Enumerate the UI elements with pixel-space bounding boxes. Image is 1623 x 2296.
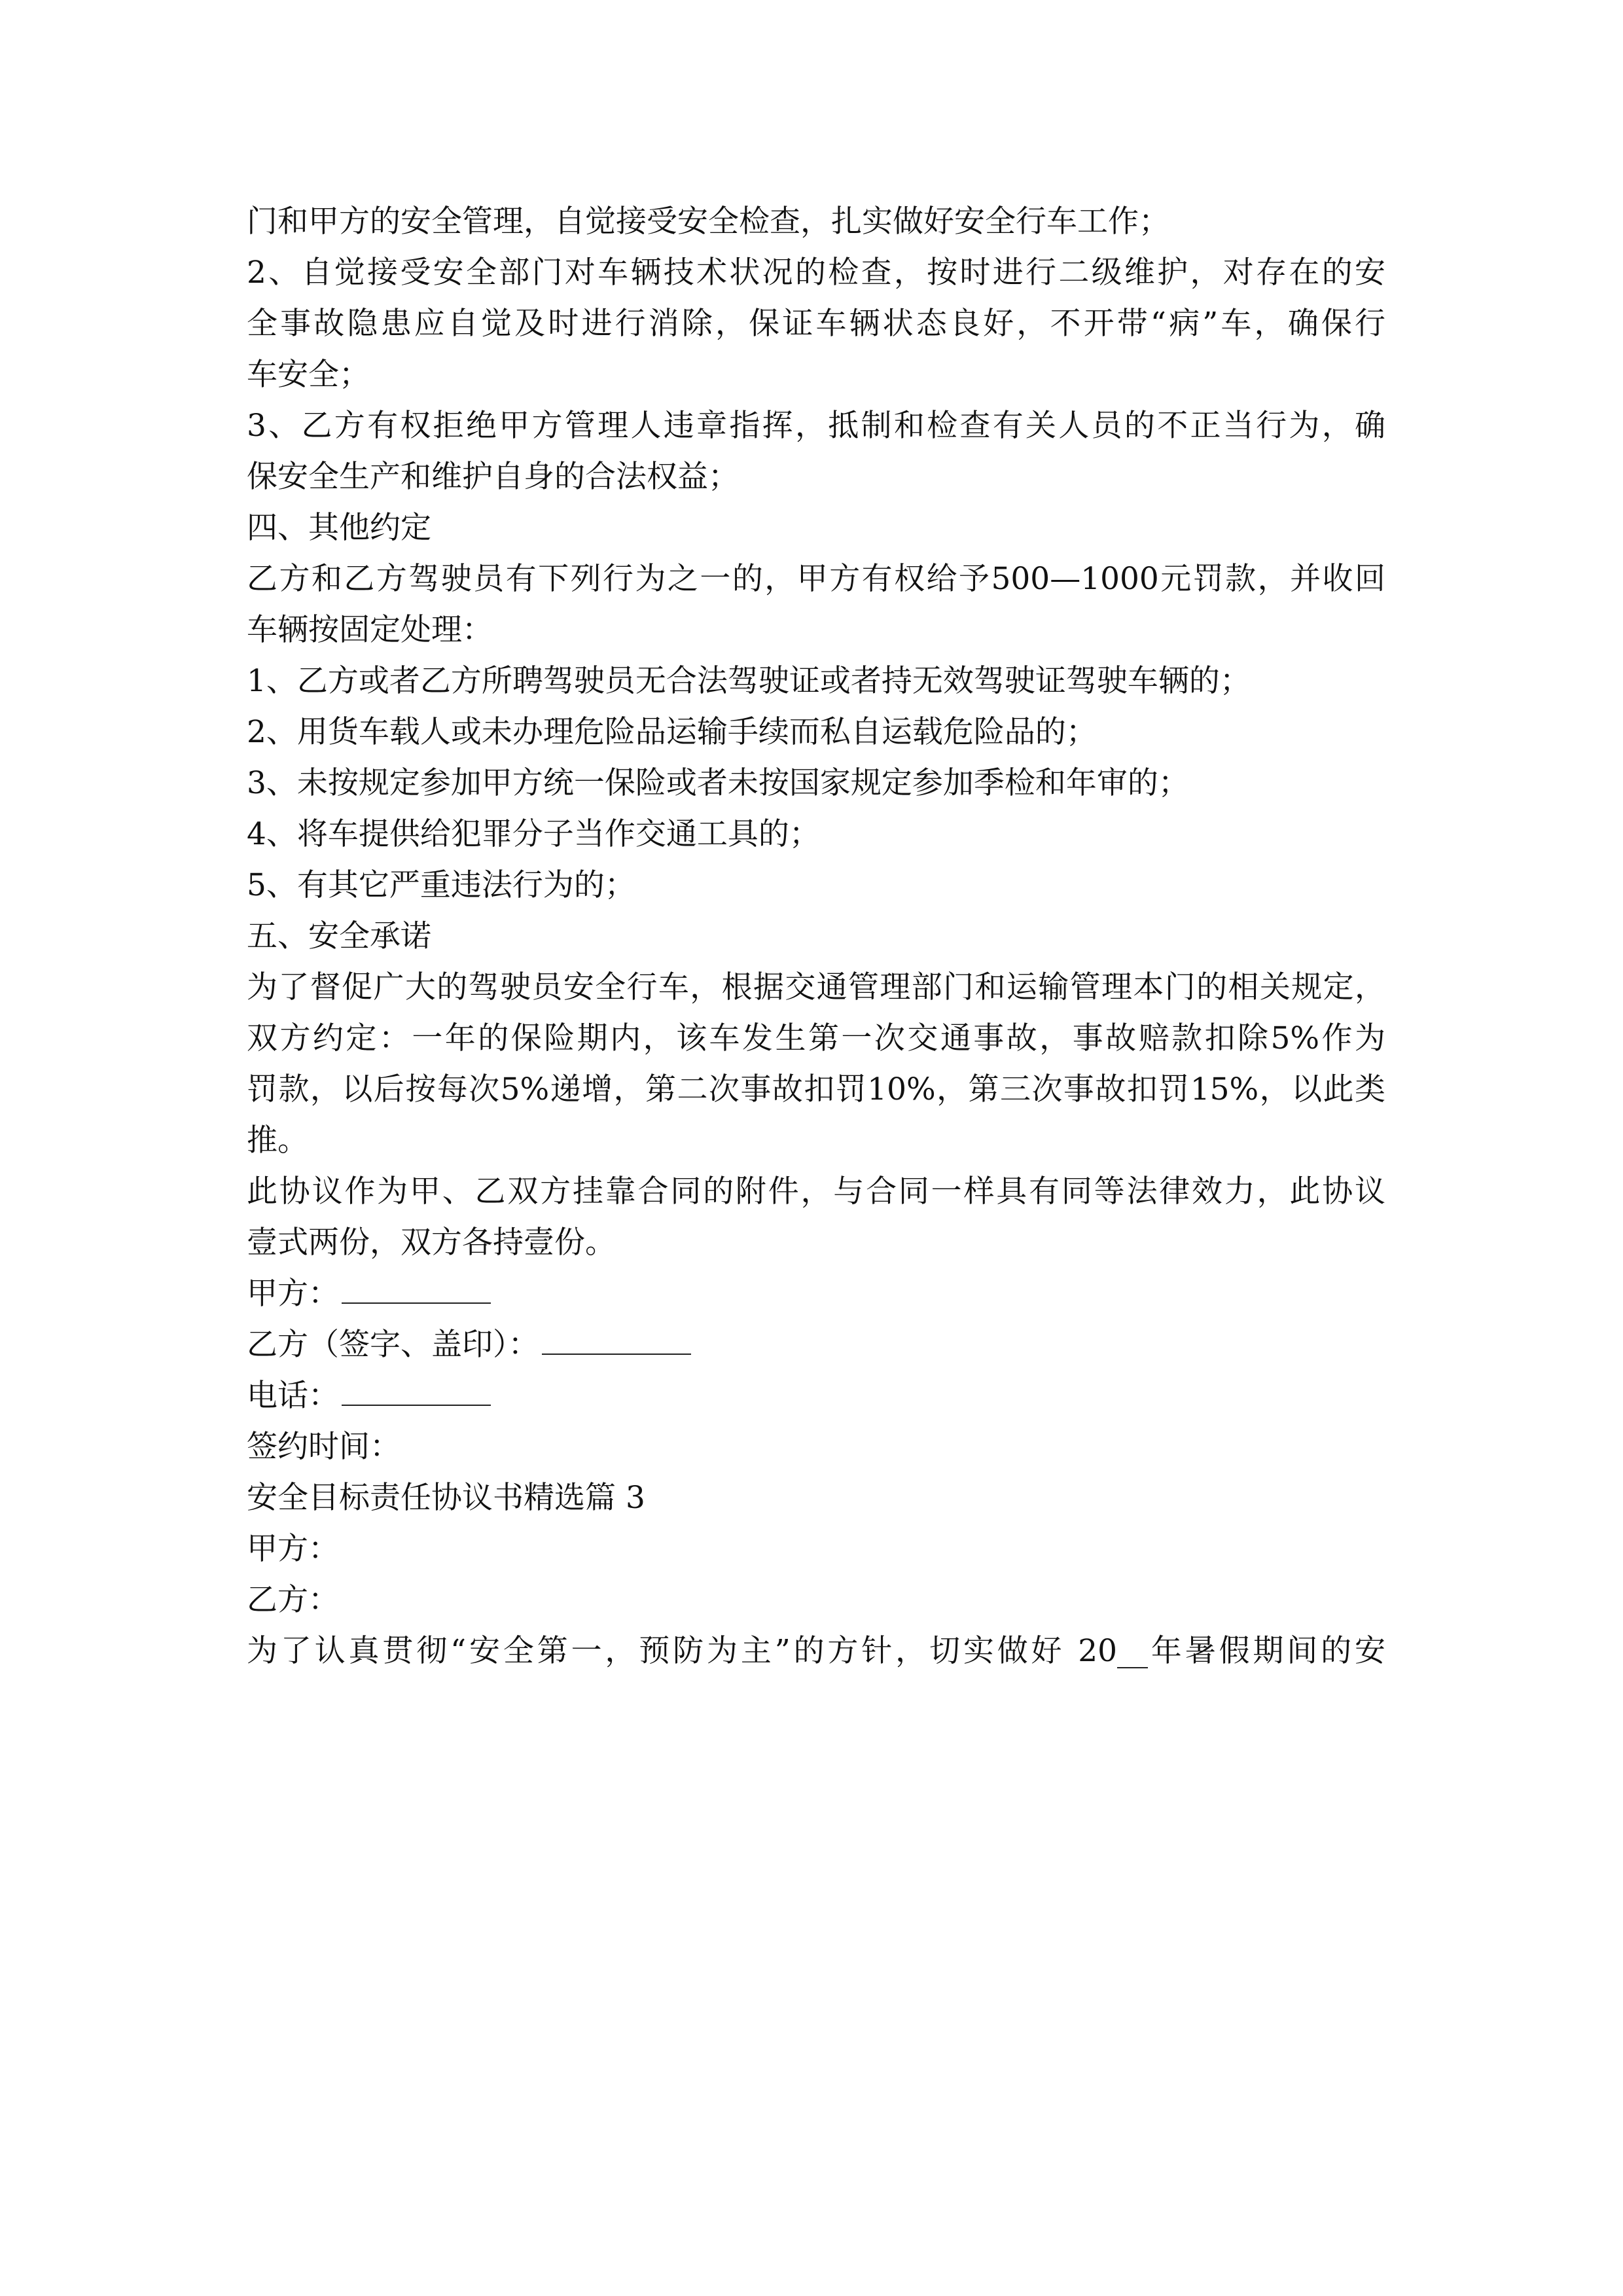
document-continuation xyxy=(247,1422,1385,1677)
paragraph-line: 全事故隐患应自觉及时进行消除，保证车辆状态良好，不开带“病”车，确保行 xyxy=(247,306,1385,342)
signature-field xyxy=(247,1319,1385,1371)
paragraph-line: 四、其他约定 xyxy=(247,510,431,546)
document-body xyxy=(247,196,1385,1268)
signature-field xyxy=(247,1371,1385,1422)
paragraph-line: 3、乙方有权拒绝甲方管理人违章指挥，抵制和检查有关人员的不正当行为，确 xyxy=(247,408,1385,444)
signature-field-label: 甲方： xyxy=(247,1276,339,1312)
paragraph-line: 5、有其它严重违法行为的； xyxy=(247,867,635,903)
paragraph-line: 双方约定：一年的保险期内，该车发生第一次交通事故，事故赔款扣除5%作为 xyxy=(247,1020,1385,1056)
paragraph-line: 2、自觉接受安全部门对车辆技术状况的检查，按时进行二级维护，对存在的安 xyxy=(247,255,1385,291)
signature-blank-line[interactable] xyxy=(342,1274,491,1304)
signature-field-label: 乙方（签字、盖印）： xyxy=(247,1327,539,1363)
signature-blank-line[interactable] xyxy=(342,1376,491,1406)
signature-field-label: 电话： xyxy=(247,1378,339,1414)
paragraph-line: 安全目标责任协议书精选篇 3 xyxy=(247,1480,645,1516)
paragraph-line: 车辆按固定处理： xyxy=(247,612,493,648)
paragraph-line: 保安全生产和维护自身的合法权益； xyxy=(247,459,739,495)
paragraph-line: 壹式两份，双方各持壹份。 xyxy=(247,1225,616,1261)
paragraph-line: 车安全； xyxy=(247,357,370,393)
paragraph-line: 签约时间： xyxy=(247,1429,401,1465)
paragraph-line: 推。 xyxy=(247,1122,308,1158)
paragraph-line: 甲方： xyxy=(247,1531,339,1567)
paragraph-line: 罚款，以后按每次5%递增，第二次事故扣罚10%，第三次事故扣罚15%，以此类 xyxy=(247,1071,1385,1107)
paragraph-line: 五、安全承诺 xyxy=(247,918,431,954)
paragraph-line: 为了督促广大的驾驶员安全行车，根据交通管理部门和运输管理本门的相关规定， xyxy=(247,969,1385,1005)
paragraph-line: 4、将车提供给犯罪分子当作交通工具的； xyxy=(247,816,820,852)
document-page xyxy=(247,196,1385,1677)
paragraph-line: 乙方： xyxy=(247,1582,339,1618)
paragraph-line: 乙方和乙方驾驶员有下列行为之一的，甲方有权给予500—1000元罚款，并收回 xyxy=(247,561,1385,597)
paragraph-line: 3、未按规定参加甲方统一保险或者未按国家规定参加季检和年审的； xyxy=(247,765,1189,801)
paragraph-line: 为了认真贯彻“安全第一，预防为主”的方针，切实做好 20__年暑假期间的安 xyxy=(247,1633,1385,1669)
signature-block xyxy=(247,1268,1385,1422)
paragraph-line: 1、乙方或者乙方所聘驾驶员无合法驾驶证或者持无效驾驶证驾驶车辆的； xyxy=(247,663,1251,699)
paragraph-line: 此协议作为甲、乙双方挂靠合同的附件，与合同一样具有同等法律效力，此协议 xyxy=(247,1174,1385,1210)
paragraph-line: 门和甲方的安全管理，自觉接受安全检查，扎实做好安全行车工作； xyxy=(247,204,1169,240)
signature-field xyxy=(247,1268,1385,1319)
paragraph-line: 2、用货车载人或未办理危险品运输手续而私自运载危险品的； xyxy=(247,714,1097,750)
signature-blank-line[interactable] xyxy=(542,1325,691,1355)
